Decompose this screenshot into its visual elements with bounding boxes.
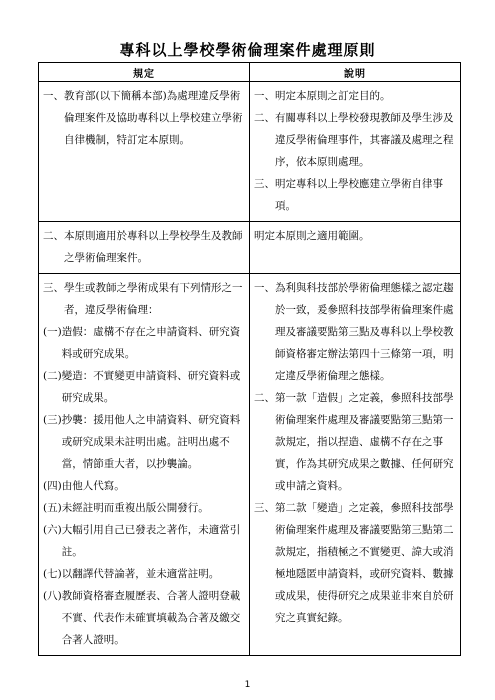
explanation-item — [254, 225, 456, 247]
regulation-item — [43, 563, 245, 585]
item-text: 第一款「造假」之定義，參照科技部學術倫理案件處理及審議要點第三點第一款規定，指以捏造、虛構不存在之事實，作為其研究成果之數據、任何研究或申請之資料。 — [275, 392, 454, 492]
item-number: 三、 — [43, 282, 64, 294]
item-number: 二、 — [254, 392, 275, 404]
regulation-item — [43, 85, 245, 151]
item-text: 由他人代寫。 — [61, 480, 125, 492]
document-title: 專科以上學校學術倫理案件處理原則 — [119, 41, 376, 59]
item-text: 有關專科以上學校發現教師及學生涉及違反學術倫理事件，其審議及處理之程序，依本原則處理。 — [275, 112, 454, 168]
item-text: 本原則適用於專科以上學校學生及教師之學術倫理案件。 — [64, 230, 243, 264]
page-number: 1 — [244, 680, 251, 690]
table-header-row — [39, 63, 461, 82]
item-text: 明定專科以上學校應建立學術自律事項。 — [275, 178, 443, 212]
item-text: 教師資格審查履歷表、合著人證明登載不實、代表作未確實填載為合著及繳交合著人證明。 — [61, 590, 241, 646]
explanation-cell — [250, 82, 461, 222]
item-number: (一) — [43, 326, 62, 338]
item-text: 未經註明而重複出版公開發行。 — [61, 502, 209, 514]
regulation-item — [43, 475, 245, 497]
explanation-item — [254, 173, 456, 217]
regulation-item — [43, 225, 245, 269]
item-number: 一、 — [254, 90, 275, 102]
header-explanation: 說明 — [250, 63, 461, 82]
item-text: 教育部(以下簡稱本部)為處理違反學術倫理案件及協助專科以上學校建立學術自律機制，特訂定本原則。 — [64, 90, 243, 146]
item-number: 三、 — [254, 502, 275, 514]
item-number: 三、 — [254, 178, 275, 190]
regulation-item — [43, 277, 245, 321]
regulation-cell — [39, 222, 250, 274]
item-number: 一、 — [254, 282, 275, 294]
table-row — [39, 82, 461, 222]
item-number: (八) — [43, 590, 62, 602]
regulation-item — [43, 365, 245, 409]
item-number: 二、 — [43, 230, 64, 242]
regulation-table — [38, 62, 461, 656]
item-text: 第二款「變造」之定義，參照科技部學術倫理案件處理及審議要點第三點第二款規定，指積極之不實變更、諱大或消極地隱匿申請資料，或研究資料、數據或成果，使得研究之成果並非來自於研究之真實紀錄。 — [275, 502, 454, 624]
regulation-item — [43, 409, 245, 475]
item-text: 變造：不實變更申請資料、研究資料或研究成果。 — [61, 370, 241, 404]
regulation-item — [43, 585, 245, 651]
table-row — [39, 222, 461, 274]
explanation-item — [254, 107, 456, 173]
item-number: 一、 — [43, 90, 64, 102]
item-number: (三) — [43, 414, 62, 426]
explanation-cell — [250, 274, 461, 656]
table-row — [39, 274, 461, 656]
regulation-item — [43, 321, 245, 365]
item-number: 二、 — [254, 112, 275, 124]
item-text: 學生或教師之學術成果有下列情形之一者，違反學術倫理： — [64, 282, 243, 316]
regulation-cell — [39, 274, 250, 656]
explanation-item — [254, 85, 456, 107]
item-text: 以翻譯代替論著，並未適當註明。 — [61, 568, 220, 580]
regulation-cell — [39, 82, 250, 222]
item-number: (二) — [43, 370, 62, 382]
item-text: 抄襲：援用他人之申請資料、研究資料或研究成果未註明出處。註明出處不當，情節重大者，以抄襲論。 — [61, 414, 241, 470]
item-number: (七) — [43, 568, 62, 580]
explanation-item — [254, 277, 456, 387]
regulation-item — [43, 519, 245, 563]
item-text: 造假：虛構不存在之申請資料、研究資料或研究成果。 — [61, 326, 241, 360]
item-text: 大幅引用自己已發表之著作，未適當引註。 — [61, 524, 241, 558]
regulation-item — [43, 497, 245, 519]
explanation-item — [254, 387, 456, 497]
header-regulation: 規定 — [39, 63, 250, 82]
item-text: 明定本原則之訂定目的。 — [275, 90, 391, 102]
item-number: (六) — [43, 524, 62, 536]
item-number: (五) — [43, 502, 62, 514]
item-text: 明定本原則之適用範圍。 — [254, 230, 370, 242]
item-text: 為利與科技部於學術倫理態樣之認定趨於一致，爰參照科技部學術倫理案件處理及審議要點第三點及專科以上學校教師資格審定辦法第四十三條第一項，明定違反學術倫理之態樣。 — [275, 282, 454, 382]
item-number: (四) — [43, 480, 62, 492]
explanation-item — [254, 497, 456, 629]
explanation-cell — [250, 222, 461, 274]
